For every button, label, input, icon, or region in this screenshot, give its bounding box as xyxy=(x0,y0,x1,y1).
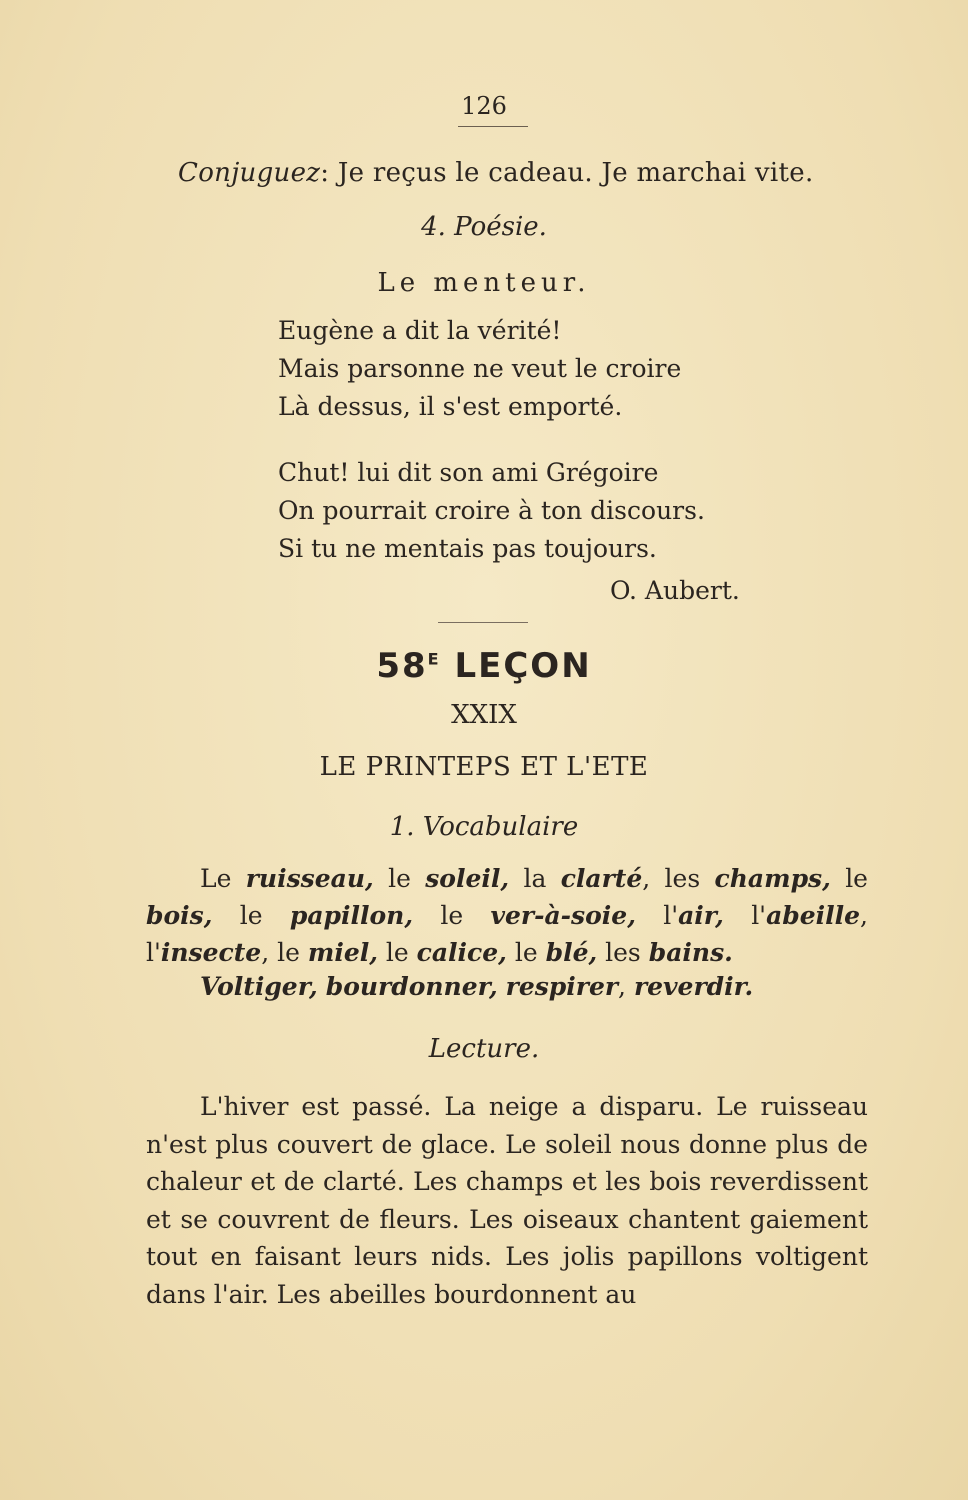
vocab-article: les xyxy=(664,864,715,893)
vocab-article: le xyxy=(514,938,546,967)
conjugation-exercise xyxy=(178,158,814,188)
poem-line: Si tu ne mentais pas toujours. xyxy=(278,534,657,563)
vocab-separator xyxy=(724,901,751,930)
vocab-article: la xyxy=(523,864,561,893)
vocab-separator xyxy=(507,938,515,967)
vocab-article: l' xyxy=(146,938,161,967)
vocab-separator: , xyxy=(261,938,278,967)
vocab-article: le xyxy=(385,938,417,967)
vocab-word: papillon, xyxy=(289,901,414,930)
poem-line: Là dessus, il s'est emporté. xyxy=(278,392,623,421)
vocab-word: abeille xyxy=(766,901,861,930)
vocab-separator: , xyxy=(642,864,665,893)
vocab-verb: bourdonner, xyxy=(325,972,498,1001)
reading-text xyxy=(146,1088,868,1313)
vocabulary-list xyxy=(146,860,868,971)
lesson-number-suffix: E xyxy=(427,649,441,669)
vocab-word: champs, xyxy=(714,864,831,893)
lesson-word: LEÇON xyxy=(454,646,592,686)
vocab-separator: , xyxy=(618,972,634,1001)
vocab-word: bois, xyxy=(146,901,213,930)
vocab-article: l' xyxy=(663,901,679,930)
vocab-word: air, xyxy=(678,901,724,930)
conjugation-text: Je reçus le cadeau. Je marchai vite. xyxy=(337,158,814,188)
vocab-article: le xyxy=(845,864,868,893)
conjugation-separator: : xyxy=(320,158,330,188)
lesson-heading xyxy=(0,646,968,686)
vocab-word: soleil, xyxy=(425,864,510,893)
vocab-word: calice, xyxy=(416,938,507,967)
vocab-separator xyxy=(212,901,239,930)
poem-line: Eugène a dit la vérité! xyxy=(278,316,562,345)
vocab-separator xyxy=(597,938,605,967)
vocab-separator xyxy=(509,864,523,893)
vocab-word: clarté xyxy=(560,864,643,893)
reading-heading: Lecture. xyxy=(428,1034,540,1064)
lesson-title: LE PRINTEPS ET L'ETE xyxy=(319,752,649,782)
vocab-verb: respirer xyxy=(505,972,619,1001)
vocabulary-verbs xyxy=(200,972,753,1001)
vocab-separator xyxy=(831,864,845,893)
vocab-verb: reverdir. xyxy=(633,972,754,1001)
vocab-verb: Voltiger, xyxy=(200,972,318,1001)
vocab-separator xyxy=(318,972,326,1001)
conjugation-label: Conjuguez xyxy=(178,158,321,188)
lesson-roman-numeral: XXIX xyxy=(451,700,517,730)
vocab-word: ver-à-soie, xyxy=(490,901,636,930)
page-number-rule xyxy=(458,126,528,127)
vocab-separator xyxy=(378,938,386,967)
poem-line: Chut! lui dit son ami Grégoire xyxy=(278,458,659,487)
vocab-article: le xyxy=(388,864,426,893)
page-number: 126 xyxy=(461,92,507,120)
vocab-separator xyxy=(374,864,388,893)
vocab-article: le xyxy=(440,901,491,930)
vocab-word: ruisseau, xyxy=(245,864,374,893)
poetry-heading: 4. Poésie. xyxy=(421,212,547,242)
lesson-number: 58 xyxy=(376,646,428,686)
poem-title: Le menteur. xyxy=(377,268,591,298)
reading-paragraph: L'hiver est passé. La neige a disparu. Le ruisseau n'est plus couvert de glace. Le soleil nous donne plus de chaleur et de clarté. Les champs et les bois reverdissent et se couvrent de fleurs. Les oiseaux chantent gaiement tout en faisant leurs nids. Les jolis papillons voltigent dans l'air. Les abeilles bourdonnent au xyxy=(146,1092,868,1309)
poem-line: Mais parsonne ne veut le croire xyxy=(278,354,682,383)
vocab-separator xyxy=(498,972,506,1001)
poem-line: On pourrait croire à ton discours. xyxy=(278,496,705,525)
vocab-article: l' xyxy=(751,901,767,930)
vocab-separator: , xyxy=(860,901,868,930)
vocab-article: les xyxy=(605,938,649,967)
vocab-article: le xyxy=(239,901,290,930)
vocab-article: Le xyxy=(200,864,246,893)
vocab-separator xyxy=(413,901,440,930)
vocab-word: bains. xyxy=(648,938,733,967)
vocab-word: miel, xyxy=(307,938,378,967)
poem-author: O. Aubert. xyxy=(610,576,740,605)
vocab-separator xyxy=(636,901,663,930)
vocab-word: blé, xyxy=(545,938,598,967)
vocabulary-heading: 1. Vocabulaire xyxy=(389,812,579,842)
section-divider xyxy=(438,622,528,623)
vocab-word: insecte xyxy=(160,938,262,967)
vocab-article: le xyxy=(277,938,308,967)
